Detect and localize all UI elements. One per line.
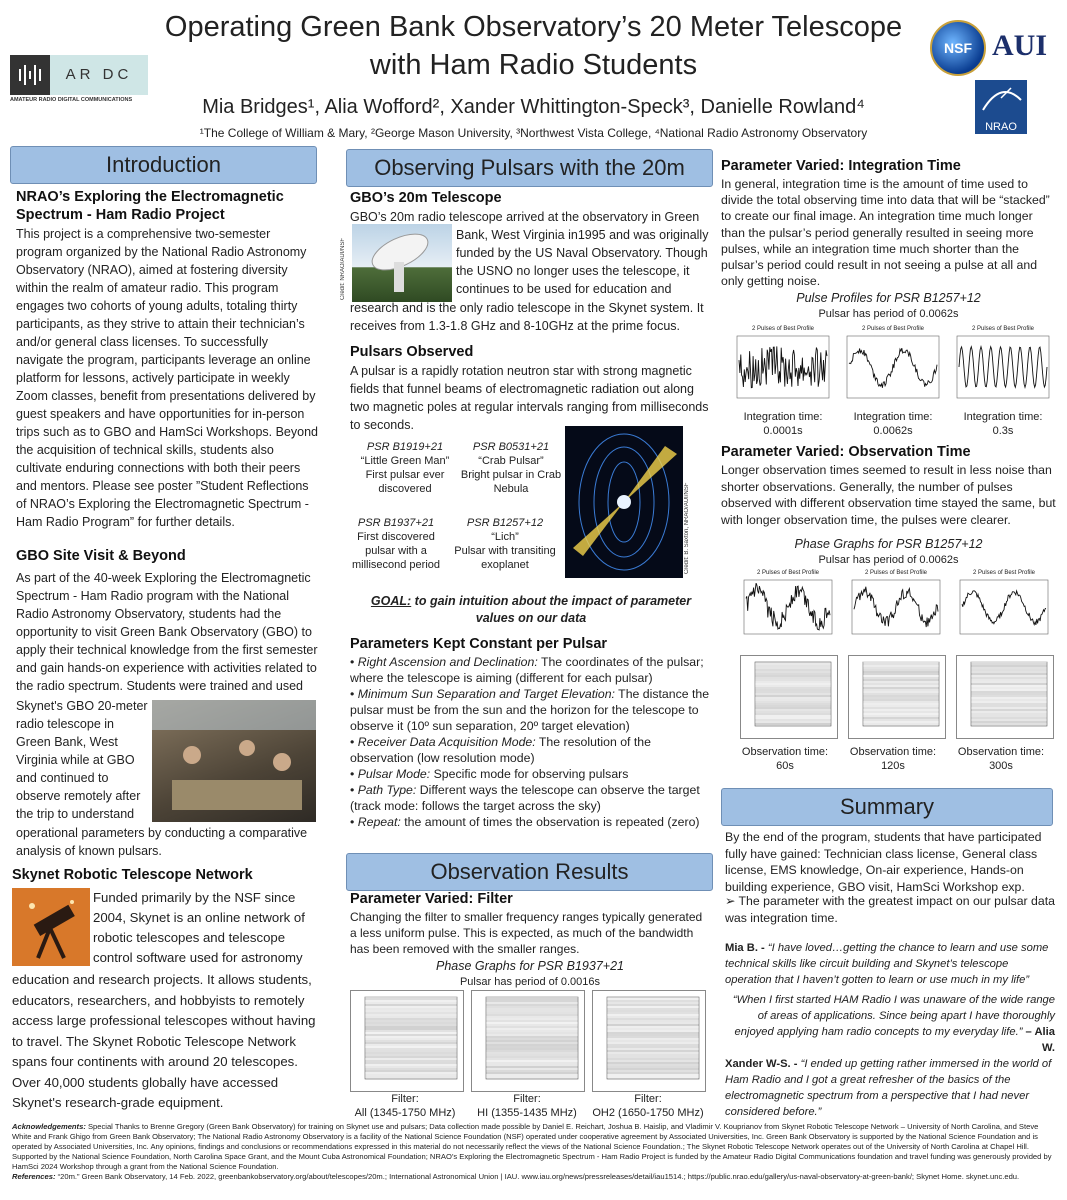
gbo-visit-paragraph: As part of the 40-week Exploring the Electromagnetic Spectrum - Ham Radio program with the National Radio Astronomy Observatory, students had the opportunity to visit Green Bank Observatory (GBO) to apply their technical knowledge from the first semester and gain hands-on experience with activities related to the radio spectrum. Students were trained and used: [16, 571, 318, 693]
profile-plot-svg: [953, 332, 1053, 404]
profile-line: [959, 347, 1047, 388]
filter-phase-graph-hi: [471, 990, 585, 1092]
obs-phase-graph-60s: [740, 655, 838, 739]
profile-plot-0062s: 2 Pulses of Best Profile: [843, 326, 943, 408]
obs-label-120s: Observation time: 120s: [849, 746, 937, 772]
section-introduction: Introduction: [10, 146, 317, 184]
profile-plot-svg: [740, 576, 836, 640]
filter-figure-title: Phase Graphs for PSR B1937+21: [436, 959, 624, 973]
profile-plot-svg: [733, 332, 833, 404]
telescope-icon: [12, 888, 90, 966]
arrow-bullet-icon: ➢: [725, 894, 736, 908]
integration-label-03s: Integration time: 0.3s: [963, 411, 1043, 437]
section-summary: Summary: [721, 788, 1053, 826]
profile-line: [962, 591, 1046, 625]
profile-plot-svg: [848, 576, 944, 640]
phase-graph-svg: [849, 656, 945, 738]
skynet-paragraph-cont: education and research projects. It allows students, educators, researchers, and hobbyists to remotely access large professional telescopes without having to travel. The Skynet Robotic Telescope Network spans four continents with around 20 telescopes. Over 40,000 students globally have accessed Skynet's research-grade equipment.: [12, 972, 316, 1110]
observation-figure-title: Phase Graphs for PSR B1257+12: [794, 537, 983, 551]
obs-profile-120s: 2 Pulses of Best Profile: [848, 570, 944, 642]
profile-line: [849, 348, 937, 388]
phase-graph-svg: [957, 656, 1053, 738]
filter-paragraph: Changing the filter to smaller frequency ranges typically generated a less uniform pulse. This is expected, as much of the bandwidth has been removed with the smaller ranges.: [350, 910, 703, 956]
phase-graph-svg: [351, 991, 463, 1091]
skynet-paragraph: Funded primarily by the NSF since 2004, Skynet is an online network of robotic telescopes and telescope control software used for astronomy: [93, 890, 305, 965]
profile-plot-0001s: 2 Pulses of Best Profile: [733, 326, 833, 408]
integration-label-0001s: Integration time: 0.0001s: [743, 411, 823, 437]
integration-figure-title: Pulse Profiles for PSR B1257+12: [796, 291, 981, 305]
constant-params-list: [350, 654, 712, 830]
ardc-bars-icon: [10, 55, 50, 95]
aui-logo: AUI: [992, 29, 1048, 62]
quote-alia: “When I first started HAM Radio I was unaware of the wide range of areas of applications. Since being apart I have thoroughly enjoyed applying ham radio concepts to my everyday life.” – Alia W.: [732, 994, 1055, 1054]
gbo-20m-paragraph-end: research and is the only radio telescope in the Skynet system. It receives from 1.3-1.8 GHz and 8-10GHz at the prime focus.: [350, 301, 704, 333]
profile-plot-03s: 2 Pulses of Best Profile: [953, 326, 1053, 408]
phase-graph-svg: [741, 656, 837, 738]
pulsars-observed-heading: Pulsars Observed: [350, 344, 474, 360]
obs-profile-60s: 2 Pulses of Best Profile: [740, 570, 836, 642]
list-item: • Path Type: Different ways the telescope can observe the target (track mode: follows the target across the sky): [350, 783, 700, 813]
quote-xander: Xander W-S. - “I ended up getting rather immersed in the world of Ham Radio and I got a great refresher of the basics of the electromagnetic spectrum from a perspective that I had never considered before.”: [725, 1058, 1052, 1118]
filter-heading: Parameter Varied: Filter: [350, 891, 513, 907]
obs-label-60s: Observation time: 60s: [741, 746, 829, 772]
integration-label-0062s: Integration time: 0.0062s: [853, 411, 933, 437]
list-item: • Receiver Data Acquisition Mode: The resolution of the observation (low resolution mode): [350, 735, 651, 765]
pulsar-illustration-credit: Credit: B. Saxton, NRAO/AUI/NSF: [684, 482, 690, 574]
intro-heading: NRAO’s Exploring the Electromagnetic Spectrum - Ham Radio Project: [16, 189, 284, 223]
acknowledgements: Acknowledgements: Special Thanks to Brenne Gregory (Green Bank Observatory) for training on Skynet use and pulsars; Data collection made possible by Daniel E. Reichart, Joshua B. Haislip, and Vladimir V. Kouprianov from Skynet Robotic Telescope Network – University of North Carolina, and Steve White and Frank Ghigo from Green Bank Observatory; The National Radio Astronomy Observatory is a facility of the National Science Foundation (NSF) operated under cooperative agreement by Associated Universities, Inc. Green Bank Observatory is supported by the National Science Foundation and is operated by Associated Universities, Inc. Any opinions, findings and conclusions or recommendations expressed in this material do not necessarily reflect the views of the National Science Foundation.; The Skynet Robotic Telescope Network operates out of the University of North Carolina at Chapel Hill. Supported by the National Science Foundation, North Carolina Space Grant, and the Mount Cuba Astronomical Foundation; NRAO’s Exploring the Electromagnetic Spectrum - Ham Radio Project is funded by the Amateur Radio Digital Communications foundation and travel funding was generously provided by HamSci 2024 Workshop through a grant from the National Science Foundation. References: “20m.” Green Bank Observatory, 14 Feb. 2022, greenbankobservatory.org/about/telescopes/20m.; International Astronomical Union | IAU. www.iau.org/news/pressreleases/detail/iau1514.; https://public.nrao.edu/gallery/us-naval-observatory-at-green-bank/; Skynet Home. skynet.unc.edu.: [12, 1122, 1052, 1181]
integration-heading: Parameter Varied: Integration Time: [721, 158, 961, 174]
constant-params-heading: Parameters Kept Constant per Pulsar: [350, 636, 608, 652]
profile-line: [854, 587, 938, 627]
gbo-visit-heading: GBO Site Visit & Beyond: [16, 548, 186, 564]
gbo-20m-paragraph: GBO’s 20m radio telescope arrived at the observatory in Green: [350, 210, 700, 224]
nsf-logo: NSF: [930, 20, 986, 76]
goal-statement: GOAL: to gain intuition about the impact of parameter values on our data: [370, 594, 692, 625]
profile-plot-svg: [843, 332, 943, 404]
summary-bullet: ➢ The parameter with the greatest impact on our pulsar data was integration time.: [725, 894, 1055, 925]
gbo-20m-heading: GBO’s 20m Telescope: [350, 190, 502, 206]
observation-time-paragraph: Longer observation times seemed to result in less noise than shorter observations. Generally, the number of pulses observed with different observation time stayed the same, but with longer observation time, the pulses were clearer.: [721, 463, 1056, 527]
filter-phase-graph-oh2: [592, 990, 706, 1092]
pulsar-card-b1257: PSR B1257+12 “Lich” Pulsar with transiting exoplanet: [454, 517, 556, 571]
profile-plot-svg: [956, 576, 1052, 640]
affiliations: ¹The College of William & Mary, ²George Mason University, ³Northwest Vista College, ⁴National Radio Astronomy Observatory: [199, 126, 868, 140]
ardc-logo: AR DC AMATEUR RADIO DIGITAL COMMUNICATIONS: [10, 55, 148, 105]
authors: Mia Bridges¹, Alia Wofford², Xander Whittington-Speck³, Danielle Rowland⁴: [202, 96, 865, 118]
poster-title: Operating Green Bank Observatory’s 20 Meter Telescope with Ham Radio Students: [164, 11, 903, 81]
obs-label-300s: Observation time: 300s: [957, 746, 1045, 772]
integration-figure-subtitle: Pulsar has period of 0.0062s: [818, 308, 959, 320]
filter-figure-subtitle: Pulsar has period of 0.0016s: [459, 976, 601, 988]
pulsar-illustration: [565, 426, 683, 578]
intro-paragraph: This project is a comprehensive two-semester program organized by the National Radio Astronomy Observatory (NRAO), aimed at fostering diversity within the realm of amateur radio. This program engages two cohorts of young adults, totaling thirty participants, as they strive to attain their technician’s and/or general class licenses. To successfully navigate the program, participants leverage an online platform for lessons, actively participate in weekly Zoom classes, benefit from presentations delivered by guest speakers and have opportunities for in-person trips such as to GBO and HamSci Workshops. Beyond the acquisition of technical skills, students also cultivate enduring connections with both their peers and mentors. Please see poster ”Student Reflections of NRAO’s Exploring the Electromagnetic Spectrum - Ham Radio Program” for further details.: [16, 227, 318, 529]
filter-label-oh2: Filter: OH2 (1650-1750 MHz): [592, 1093, 704, 1119]
filter-label-hi: Filter: HI (1355-1435 MHz): [477, 1093, 577, 1119]
obs-profile-300s: 2 Pulses of Best Profile: [956, 570, 1052, 642]
students-photo: [152, 700, 316, 822]
telescope-photo: [352, 224, 452, 302]
observation-figure-subtitle: Pulsar has period of 0.0062s: [818, 554, 959, 566]
section-observation-results: Observation Results: [346, 853, 713, 891]
filter-phase-graph-all: [350, 990, 464, 1092]
observation-time-heading: Parameter Varied: Observation Time: [721, 444, 971, 460]
gbo-visit-paragraph-end: operational parameters by conducting a comparative analysis of known pulsars.: [16, 826, 308, 858]
quote-mia: Mia B. - “I have loved…getting the chance to learn and use some technical skills like circuit building and Skynet’s telescope operation that I haven’t gotten to learn or use much in my life”: [725, 942, 1049, 986]
obs-phase-graph-120s: [848, 655, 946, 739]
profile-line: [739, 346, 827, 387]
phase-graph-svg: [593, 991, 705, 1091]
skynet-heading: Skynet Robotic Telescope Network: [12, 867, 253, 883]
profile-line: [746, 583, 830, 630]
integration-paragraph: In general, integration time is the amount of time used to divide the total observing time into data that will be “stacked” to create our final image. An integration time much longer than the pulsar’s period generally resulted in seeing more pulses, while an integration time much shorter than the pulsar’s period could result in not seeing a pulse at all and only getting noise.: [721, 177, 1050, 289]
pulsar-card-b1937: PSR B1937+21 First discovered pulsar with a millisecond period: [351, 517, 441, 571]
pulsar-card-b1919: PSR B1919+21 “Little Green Man” First pulsar ever discovered: [360, 441, 450, 495]
list-item: • Minimum Sun Separation and Target Elevation: The distance the pulsar must be from the sun and the horizon for the telescope to observe it (10º sun separation, 20º target elevation): [350, 687, 710, 733]
gbo-20m-paragraph-wrap: Bank, West Virginia in1995 and was originally funded by the US Naval Observatory. Though the USNO no longer uses the telescope, it continues to be used for education and: [456, 228, 709, 296]
list-item: • Pulsar Mode: Specific mode for observing pulsars: [350, 767, 629, 781]
gbo-visit-paragraph-wrap: Skynet's GBO 20-meter radio telescope in Green Bank, West Virginia while at GBO and continued to observe remotely after the trip to understand: [16, 699, 148, 821]
filter-label-all: Filter: All (1345-1750 MHz): [354, 1093, 456, 1119]
section-observing-pulsars: Observing Pulsars with the 20m: [346, 149, 713, 187]
pulsars-observed-paragraph: A pulsar is a rapidly rotation neutron star with strong magnetic fields that funnel beams of electromagnetic radiation out along two magnetic poles at regular intervals ranging from milliseconds to seconds.: [350, 364, 709, 432]
nrao-logo: NRAO: [975, 80, 1027, 134]
pulsar-card-b0531: PSR B0531+21 “Crab Pulsar” Bright pulsar in Crab Nebula: [460, 441, 562, 495]
summary-paragraph: By the end of the program, students that have participated fully have gained: Technician class license, General class license, EMS knowledge, On-air experience, Hands-on building experience, GBO visit, HamSci Workshop exp.: [725, 830, 1042, 894]
list-item: • Repeat: the amount of times the observation is repeated (zero): [350, 815, 700, 829]
telescope-photo-credit: Credit: NRAO/AUI/NSF: [340, 237, 346, 300]
phase-graph-svg: [472, 991, 584, 1091]
list-item: • Right Ascension and Declination: The coordinates of the pulsar; where the telescope is aiming (different for each pulsar): [350, 655, 704, 685]
obs-phase-graph-300s: [956, 655, 1054, 739]
